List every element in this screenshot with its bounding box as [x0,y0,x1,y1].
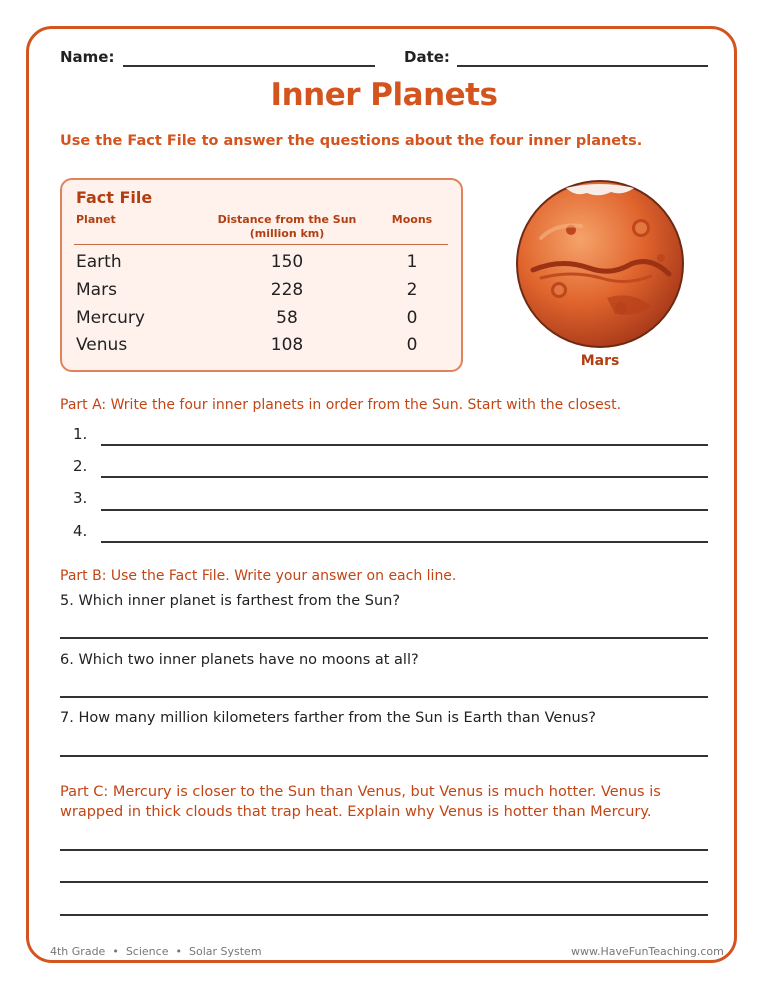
question-6: 6. Which two inner planets have no moons at all? [60,652,419,668]
answer-line-c1[interactable] [60,849,708,851]
planet-cell: Mars [76,280,117,300]
distance-cell: 228 [270,280,304,300]
fact-file-divider [74,244,448,245]
planet-cell: Venus [76,335,128,355]
instructions: Use the Fact File to answer the questions about the four inner planets. [60,133,643,149]
answer-line-4[interactable] [101,541,708,543]
answer-line-c3[interactable] [60,914,708,916]
part-b-prompt: Part B: Use the Fact File. Write your answer on each line. [60,568,457,584]
name-label: Name: [60,48,115,66]
mars-caption: Mars [580,353,620,369]
footer-subject: Science [125,945,169,958]
footer-grade: 4th Grade [50,945,106,958]
column-header-moons: Moons [391,213,433,226]
table-row [62,280,462,308]
mars-planet-icon [511,178,689,350]
footer-site-link[interactable]: www.HaveFunTeaching.com [571,945,724,958]
part-c-prompt: Part C: Mercury is closer to the Sun than Venus, but Venus is much hotter. Venus is wrapped in thick clouds that trap heat. Explain why Venus is hotter than Mercury. [60,784,661,820]
answer-line-1[interactable] [101,444,708,446]
date-field[interactable] [457,65,708,67]
answer-number: 3. [73,489,88,507]
answer-line-2[interactable] [101,476,708,478]
answer-line-7[interactable] [60,755,708,757]
answer-number: 4. [73,522,88,540]
bullet-icon: • [112,945,119,958]
distance-cell: 58 [276,308,298,328]
answer-line-6[interactable] [60,696,708,698]
answer-line-c2[interactable] [60,881,708,883]
bullet-icon: • [175,945,182,958]
table-row [62,252,462,280]
part-a-prompt: Part A: Write the four inner planets in order from the Sun. Start with the closest. [60,397,622,413]
moons-cell: 0 [406,335,418,355]
moons-cell: 1 [406,252,418,272]
column-header-distance: Distance from the Sun (million km) [217,213,357,240]
answer-line-5[interactable] [60,637,708,639]
table-row [62,335,462,363]
answer-line-3[interactable] [101,509,708,511]
distance-cell: 108 [270,335,304,355]
name-field[interactable] [123,65,375,67]
worksheet-frame [26,26,737,963]
fact-file-box [60,178,463,372]
fact-file-title: Fact File [76,188,153,207]
planet-cell: Mercury [76,308,145,328]
table-row [62,308,462,336]
footer-topic: Solar System [188,945,262,958]
page-title: Inner Planets [270,77,498,113]
moons-cell: 2 [406,280,418,300]
question-7: 7. How many million kilometers farther from the Sun is Earth than Venus? [60,710,596,726]
question-5: 5. Which inner planet is farthest from the Sun? [60,593,401,609]
footer-info [50,945,262,958]
moons-cell: 0 [406,308,418,328]
answer-number: 2. [73,457,88,475]
answer-number: 1. [73,425,88,443]
planet-cell: Earth [76,252,122,272]
column-header-planet: Planet [76,213,116,226]
distance-cell: 150 [270,252,304,272]
date-label: Date: [404,48,450,66]
